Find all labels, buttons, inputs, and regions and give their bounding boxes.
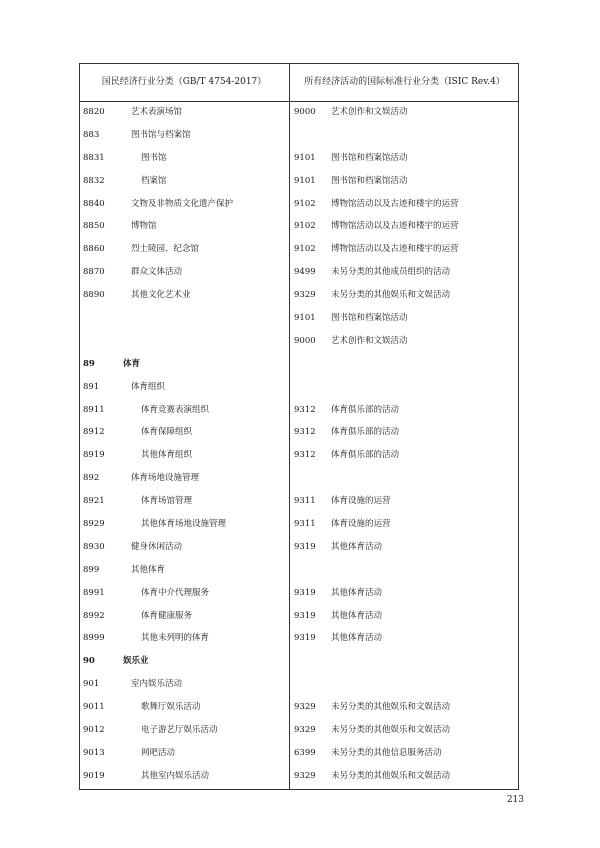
gbt-code: 883: [83, 129, 100, 140]
table-row: [0, 444, 600, 467]
isic-code: 9499: [294, 267, 316, 278]
isic-name: 未另分类的其他娱乐和文娱活动: [331, 702, 451, 713]
gbt-code: 8999: [83, 633, 105, 644]
gbt-code: 8991: [83, 587, 105, 598]
table-row: [0, 124, 600, 147]
isic-name: 体育俱乐部的活动: [331, 427, 400, 438]
table-row: [0, 765, 600, 788]
isic-code: 9329: [294, 702, 316, 713]
gbt-code: 9019: [83, 770, 105, 781]
gbt-name: 其他室内娱乐活动: [141, 770, 210, 781]
gbt-code: 8930: [83, 541, 105, 552]
table-row: [0, 582, 600, 605]
gbt-code: 8820: [83, 107, 105, 117]
isic-code: 9101: [294, 175, 316, 186]
isic-name: 未另分类的其他娱乐和文娱活动: [331, 290, 451, 301]
isic-name: 体育俱乐部的活动: [331, 450, 400, 461]
table-row: [0, 673, 600, 696]
gbt-code: 9012: [83, 725, 105, 736]
isic-code: 9319: [294, 587, 316, 598]
gbt-name: 体育组织: [131, 381, 166, 392]
gbt-name: 网吧活动: [141, 747, 176, 758]
table-row: [0, 307, 600, 330]
gbt-code: 89: [83, 358, 95, 369]
gbt-name: 电子游艺厅娱乐活动: [141, 725, 218, 736]
isic-name: 未另分类的其他信息服务活动: [331, 747, 442, 758]
gbt-name: 健身休闲活动: [131, 541, 183, 552]
isic-code: 9102: [294, 198, 316, 209]
gbt-name: 图书馆与档案馆: [131, 129, 191, 140]
gbt-name: 体育场地设施管理: [131, 473, 200, 484]
gbt-code: 8840: [83, 198, 105, 209]
table-body: [0, 101, 600, 788]
isic-name: 未另分类的其他娱乐和文娱活动: [331, 770, 451, 781]
isic-code: 9329: [294, 725, 316, 736]
isic-name: 其他体育活动: [331, 610, 383, 621]
table-row: [0, 284, 600, 307]
gbt-code: 8890: [83, 290, 105, 301]
table-row: [0, 742, 600, 765]
isic-name: 其他体育活动: [331, 541, 383, 552]
isic-code: 6399: [294, 747, 316, 758]
gbt-name: 艺术表演场馆: [131, 107, 183, 117]
table-row: [0, 696, 600, 719]
gbt-code: 8850: [83, 221, 105, 232]
isic-name: 博物馆活动以及古迹和楼宇的运营: [331, 244, 459, 255]
table-row: [0, 353, 600, 376]
gbt-name: 文物及非物质文化遗产保护: [131, 198, 234, 209]
gbt-code: 901: [83, 679, 100, 690]
gbt-code: 8929: [83, 519, 105, 530]
table-row: [0, 399, 600, 422]
gbt-code: 8832: [83, 175, 105, 186]
gbt-code: 90: [83, 656, 95, 667]
isic-code: 9312: [294, 427, 316, 438]
gbt-name: 烈士陵园、纪念馆: [131, 244, 200, 255]
isic-name: 其他体育活动: [331, 633, 383, 644]
isic-code: 9101: [294, 313, 316, 324]
isic-code: 9312: [294, 404, 316, 415]
header-gbt: 国民经济行业分类（GB/T 4754-2017）: [101, 77, 267, 87]
gbt-code: 892: [83, 473, 100, 484]
table-row: [0, 605, 600, 628]
table-row: [0, 559, 600, 582]
gbt-code: 8831: [83, 152, 105, 163]
gbt-code: 9011: [83, 702, 105, 713]
gbt-name: 其他体育: [131, 564, 166, 575]
gbt-name: 体育健康服务: [141, 610, 193, 621]
gbt-name: 其他体育组织: [141, 450, 193, 461]
table-row: [0, 536, 600, 559]
isic-code: 9319: [294, 633, 316, 644]
isic-code: 9311: [294, 496, 316, 507]
isic-name: 艺术创作和文娱活动: [331, 335, 408, 346]
isic-name: 艺术创作和文娱活动: [331, 107, 408, 117]
table-row: [0, 376, 600, 399]
isic-name: 体育设施的运营: [331, 496, 391, 507]
gbt-code: 8860: [83, 244, 105, 255]
isic-name: 体育设施的运营: [331, 519, 391, 530]
gbt-code: 8992: [83, 610, 105, 621]
gbt-code: 8911: [83, 404, 105, 415]
table-row: [0, 238, 600, 261]
gbt-name: 体育: [123, 358, 141, 369]
gbt-name: 其他未列明的体育: [141, 633, 210, 644]
isic-name: 未另分类的其他娱乐和文娱活动: [331, 725, 451, 736]
gbt-name: 其他体育场地设施管理: [141, 519, 227, 530]
gbt-name: 室内娱乐活动: [131, 679, 183, 690]
isic-name: 博物馆活动以及古迹和楼宇的运营: [331, 221, 459, 232]
gbt-code: 8921: [83, 496, 105, 507]
isic-code: 9329: [294, 770, 316, 781]
gbt-name: 其他文化艺术业: [131, 290, 191, 301]
table-row: [0, 170, 600, 193]
table-row: [0, 261, 600, 284]
isic-code: 9000: [294, 107, 316, 117]
header-isic: 所有经济活动的国际标准行业分类（ISIC Rev.4）: [304, 77, 505, 87]
isic-code: 9000: [294, 335, 316, 346]
table-row: [0, 627, 600, 650]
table-row: [0, 467, 600, 490]
isic-name: 其他体育活动: [331, 587, 383, 598]
gbt-name: 群众文体活动: [131, 267, 183, 278]
gbt-name: 体育保障组织: [141, 427, 193, 438]
gbt-name: 娱乐业: [123, 656, 149, 667]
table-row: [0, 650, 600, 673]
table-row: [0, 330, 600, 353]
table-row: [0, 215, 600, 238]
table-row: [0, 101, 600, 124]
isic-name: 图书馆和档案馆活动: [331, 313, 408, 324]
isic-code: 9329: [294, 290, 316, 301]
table-row: [0, 513, 600, 536]
isic-code: 9102: [294, 221, 316, 232]
gbt-name: 博物馆: [131, 221, 157, 232]
gbt-code: 8870: [83, 267, 105, 278]
gbt-code: 8912: [83, 427, 105, 438]
isic-code: 9312: [294, 450, 316, 461]
table-row: [0, 147, 600, 170]
gbt-name: 图书馆: [141, 152, 167, 163]
gbt-code: 8919: [83, 450, 105, 461]
gbt-code: 899: [83, 564, 100, 575]
table-row: [0, 421, 600, 444]
isic-name: 体育俱乐部的活动: [331, 404, 400, 415]
isic-name: 图书馆和档案馆活动: [331, 152, 408, 163]
isic-code: 9102: [294, 244, 316, 255]
table-row: [0, 193, 600, 216]
isic-name: 博物馆活动以及古迹和楼宇的运营: [331, 198, 459, 209]
gbt-name: 体育场馆管理: [141, 496, 193, 507]
gbt-name: 档案馆: [141, 175, 167, 186]
isic-name: 图书馆和档案馆活动: [331, 175, 408, 186]
gbt-name: 体育中介代理服务: [141, 587, 210, 598]
isic-code: 9319: [294, 541, 316, 552]
gbt-name: 歌舞厅娱乐活动: [141, 702, 201, 713]
isic-name: 未另分类的其他成员组织的活动: [331, 267, 451, 278]
isic-code: 9311: [294, 519, 316, 530]
table-row: [0, 490, 600, 513]
isic-code: 9101: [294, 152, 316, 163]
gbt-code: 891: [83, 381, 100, 392]
gbt-name: 体育竞赛表演组织: [141, 404, 210, 415]
isic-code: 9319: [294, 610, 316, 621]
table-row: [0, 719, 600, 742]
gbt-code: 9013: [83, 747, 105, 758]
page-number: 213: [506, 795, 524, 805]
